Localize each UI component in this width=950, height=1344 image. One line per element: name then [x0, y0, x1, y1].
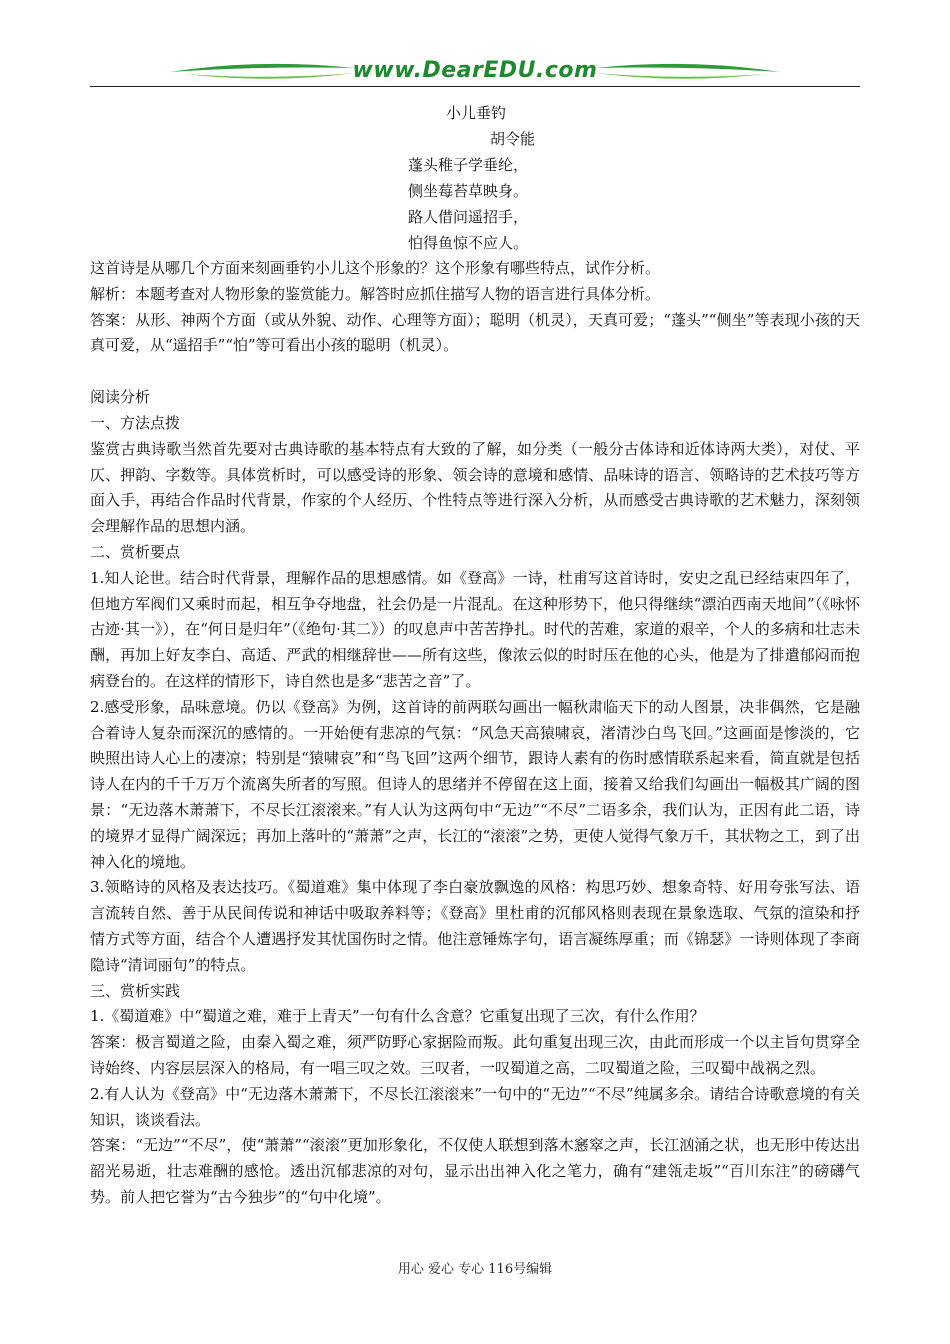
subsection-heading: 一、方法点拨: [90, 413, 181, 432]
key-point-paragraph: 1.知人论世。结合时代背景，理解作品的思想感情。如《登高》一诗，杜甫写这首诗时，安史之乱已经结束四年了，但地方军阀们又乘时而起，相互争夺地盘，社会仍是一片混乱。在这种形势下，他只得继续“漂泊西南天地间”（《咏怀古迹·其一》），在“何日是归年”（《绝句·其二》）的叹息声中苦苦挣扎。时代的苦难，家道的艰辛，个人的多病和壮志未酬，再加上好友李白、高适、严武的相继辞世——所有这些，像浓云似的时时压在他的心头，他是为了排遣郁闷而抱病登台的。在这样的情形下，诗自然也是多“悲苦之音”了。: [90, 568, 860, 690]
method-paragraph: 鉴赏古典诗歌当然首先要对古典诗歌的基本特点有大致的了解，如分类（一般分古体诗和近体诗两大类），对仗、平仄、押韵、字数等。具体赏析时，可以感受诗的形象、领会诗的意境和感情、品味诗的语言、领略诗的艺术技巧等方面入手，再结合作品时代背景，作家的个人经历、个性特点等进行深入分析，从而感受古典诗歌的艺术魅力，深刻领会理解作品的思想内涵。: [90, 439, 860, 536]
page-footer: 用心 爱心 专心 116号编辑: [397, 1262, 553, 1277]
header-divider: [90, 86, 860, 87]
subsection-heading: 二、赏析要点: [90, 542, 181, 561]
poem-title: 小儿垂钓: [446, 104, 507, 122]
spacer: [90, 359, 860, 385]
poem-line: 路人借问遥招手，: [408, 208, 529, 226]
key-point-paragraph: 2.感受形象，品味意境。仍以《登高》为例，这首诗的前两联勾画出一幅秋肃临天下的动人图景，决非偶然，它是融合着诗人复杂而深沉的感情的。一开始便有悲凉的气氛：“风急天高猿啸哀，渚清沙白鸟飞回。”这画面是惨淡的，它映照出诗人心上的凄凉；特别是“猿啸哀”和“鸟飞回”这两个细节，跟诗人素有的伤时感情联系起来看，简直就是包括诗人在内的千千万万个流离失所者的写照。但诗人的思绪并不停留在这上面，接着又给我们勾画出一幅极其广阔的图景：“无边落木萧萧下，不尽长江滚滚来。”有人认为这两句中“无边”“不尽”二语多余，我们认为，正因有此二语，诗的境界才显得广阔深远；再加上落叶的“萧萧”之声，长江的“滚滚”之势，更使人觉得气象万千，其状物之工，到了出神入化的境地。: [90, 697, 860, 871]
practice-answer: 答案：极言蜀道之险，由秦入蜀之难，须严防野心家据险而叛。此句重复出现三次，由此而形成一个以主旨句贯穿全诗始终、内容层层深入的格局，有一唱三叹之效。三叹者，一叹蜀道之高，二叹蜀道之险，三叹蜀中战祸之烈。: [90, 1033, 860, 1077]
poem-line: 蓬头稚子学垂纶，: [408, 156, 529, 174]
practice-question: 1.《蜀道难》中“蜀道之难，难于上青天”一句有什么含意？它重复出现了三次，有什么作用？: [90, 1007, 705, 1026]
practice-question: 2.有人认为《登高》中“无边落木萧萧下，不尽长江滚滚来”一句中的“无边”“不尽”纯属多余。请结合诗歌意境的有关知识，谈谈看法。: [90, 1084, 860, 1129]
key-point-paragraph: 3.领略诗的风格及表达技巧。《蜀道难》集中体现了李白豪放飘逸的风格：构思巧妙、想象奇特、好用夸张写法、语言流转自然、善于从民间传说和神话中吸取养料等；《登高》里杜甫的沉郁风格则表现在景象选取、气氛的渲染和抒情方式等方面，结合个人遭遇抒发其忧国伤时之情。他注意锤炼字句，语言凝练厚重；而《锦瑟》一诗则体现了李商隐诗“清词丽句”的特点。: [90, 878, 860, 974]
subsection-heading: 三、赏析实践: [90, 981, 181, 1000]
practice-answer: 答案：“无边”“不尽”，使“萧萧”“滚滚”更加形象化，不仅使人联想到落木窸窣之声，长江汹涌之状，也无形中传达出韶光易逝，壮志难酬的感怆。透出沉郁悲凉的对句，显示出出神入化之笔力，确有“建瓴走坂”“百川东注”的磅礴气势。前人把它誉为“古今独步”的“句中化境”。: [90, 1136, 860, 1206]
poem-author: 胡令能: [490, 130, 536, 148]
document-body: [90, 100, 860, 1211]
site-logo-text[interactable]: www.DearEDU.com: [352, 58, 598, 83]
poem-line: 侧坐莓苔草映身。: [408, 182, 529, 200]
poem-line: 怕得鱼惊不应人。: [408, 234, 529, 252]
question-text: 这首诗是从哪几个方面来刻画垂钓小儿这个形象的？这个形象有哪些特点，试作分析。: [90, 259, 661, 277]
question-analysis: 解析：本题考查对人物形象的鉴赏能力。解答时应抓住描写人物的语言进行具体分析。: [90, 284, 661, 303]
question-answer: 答案：从形、神两个方面（或从外貌、动作、心理等方面）；聪明（机灵），天真可爱；“蓬头”“侧坐”等表现小孩的天真可爱，从“遥招手”“怕”等可看出小孩的聪明（机灵）。: [90, 310, 860, 355]
section-heading: 阅读分析: [90, 388, 151, 407]
